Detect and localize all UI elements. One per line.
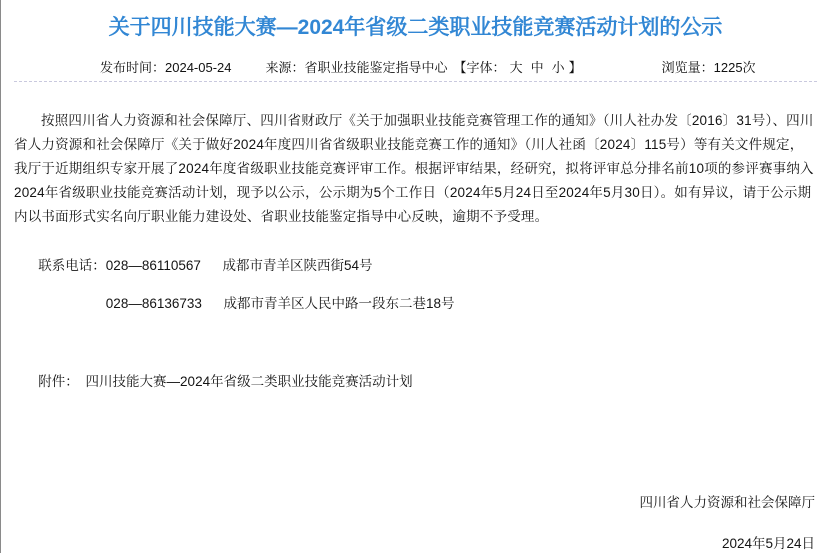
font-switcher-bracket: 】: [568, 60, 582, 75]
publish-time-label: 发布时间：: [100, 60, 166, 75]
font-size-switcher: [454, 59, 582, 77]
contact-phone-2: 028—86136733: [105, 296, 202, 311]
contact-line-2: [14, 292, 817, 316]
source-value: 省职业技能鉴定指导中心: [304, 60, 448, 75]
source-label: 来源：: [265, 60, 305, 75]
signature-date: 2024年5月24日: [721, 536, 815, 551]
announcement-paragraph: 按照四川省人力资源和社会保障厅、四川省财政厅《关于加强职业技能竞赛管理工作的通知》（川人社办发〔2016〕31号）、四川省人力资源和社会保障厅《关于做好2024年度四川省省级职业技能竞赛工作的通知》（川人社函〔2024〕115号）等有关文件规定，我厅于近期组织专家开展了2024年度省级职业技能竞赛评审工作。根据评审结果，经研究，拟将评审总分排名前10项的参评赛事纳入2024年省级职业技能竞赛活动计划，现予以公示，公示期为5个工作日（2024年5月24日至2024年5月30日）。如有异议，请于公示期内以书面形式实名向厅职业能力建设处、省职业技能鉴定指导中心反映，逾期不予受理。: [14, 113, 814, 224]
source: [266, 59, 448, 77]
font-size-large-button[interactable]: 大: [509, 60, 523, 75]
view-count-label: 浏览量：: [661, 60, 714, 75]
contact-address-1: 成都市青羊区陕西街54号: [222, 258, 373, 273]
meta-bar: [14, 59, 817, 77]
font-size-medium-button[interactable]: 中: [530, 60, 544, 75]
view-count-value: 1225次: [713, 60, 756, 75]
attachment-link[interactable]: 四川技能大赛—2024年省级二类职业技能竞赛活动计划: [85, 374, 413, 389]
contact-label: 联系电话：: [38, 258, 106, 273]
contact-address-2: 成都市青羊区人民中路一段东二巷18号: [223, 296, 455, 311]
publish-time-value: 2024-05-24: [165, 60, 232, 75]
view-count: [662, 59, 756, 77]
dashed-divider: [14, 81, 817, 82]
signature-agency: 四川省人力资源和社会保障厅: [639, 495, 815, 510]
signature-block: [14, 491, 817, 553]
article-body: [14, 109, 817, 553]
contact-line-1: [14, 254, 817, 278]
contact-phone-1: 028—86110567: [105, 258, 201, 273]
attachment-line: [14, 370, 817, 394]
attachment-label: 附件：: [38, 374, 79, 389]
font-size-small-button[interactable]: 小: [551, 60, 565, 75]
font-switcher-label: 【字体：: [453, 60, 506, 75]
page-title: 关于四川技能大赛—2024年省级二类职业技能竞赛活动计划的公示: [108, 16, 723, 39]
publish-time: [100, 59, 232, 77]
